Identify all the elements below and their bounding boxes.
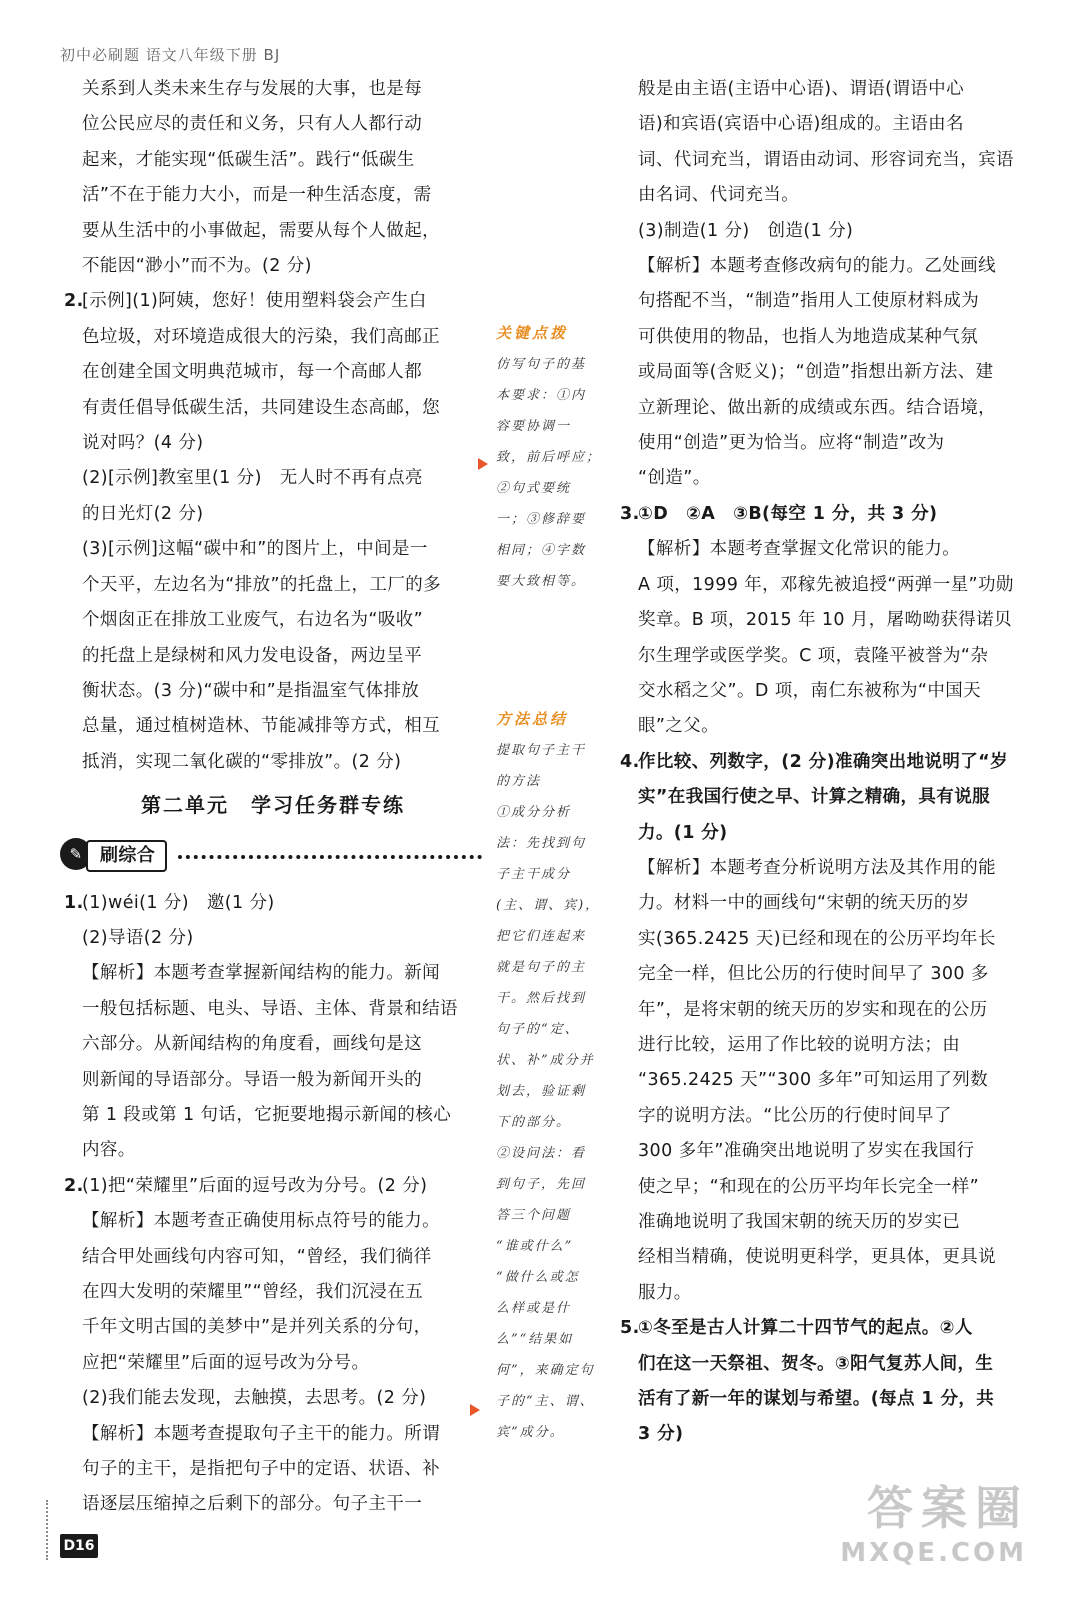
text-line: 六部分。从新闻结构的角度看，画线句是这 [82,1034,423,1055]
tip-line: 一；③修辞要 [496,512,587,527]
text-line: (2)[示例]教室里(1 分) 无人时不再有点亮 [82,468,423,489]
text-line: 由名词、代词充当。 [638,185,800,206]
text-line: (2)导语(2 分) [82,927,194,948]
text-line: 或局面等(含贬义)；“创造”指想出新方法、建 [638,362,994,383]
footer-dotted-line [46,1500,48,1560]
page-number: D16 [60,1534,98,1558]
tip-line: 的方法 [496,774,542,789]
section-title: 第二单元 学习任务群专练 [141,793,405,818]
text-line: 句搭配不当，“制造”指用人工使原材料成为 [638,291,980,312]
text-line: 们在这一天祭祖、贺冬。③阳气复苏人间，生 [638,1353,994,1374]
item-number: 2. [64,1175,84,1196]
tip-line: 到句子，先回 [496,1177,587,1192]
text-line: 2.[示例](1)阿姨，您好！使用塑料袋会产生白 [64,284,482,319]
text-line: 完全一样，但比公历的行使时间早了 300 多 [638,964,989,985]
text-line: 起来，才能实现“低碳生活”。践行“低碳生 [82,149,415,170]
text-line: A 项，1999 年，邓稼先被追授“两弹一星”功勋 [638,574,1014,595]
tip-line: 提取句子主干 [496,743,587,758]
text-line: 奖章。B 项，2015 年 10 月，屠呦呦获得诺贝 [638,610,1012,631]
text-line: 要从生活中的小事做起，需要从每个人做起， [82,220,440,241]
text-line: 一般包括标题、电头、导语、主体、背景和结语 [82,998,458,1019]
tip-line: 本要求：①内 [496,388,587,403]
text-line: (3)制造(1 分) 创造(1 分) [638,220,854,241]
text-line: 交水稻之父”。D 项，南仁东被称为“中国天 [638,680,982,701]
answer-5 [620,1311,1040,1453]
tip-line: 容要协调一 [496,419,572,434]
text-line: 个烟囱正在排放工业废气，右边名为“吸收” [82,610,424,631]
text-line: 实(365.2425 天)已经和现在的公历平均年长 [638,928,996,949]
text-line: 总量，通过植树造林、节能减排等方式，相互 [82,716,440,737]
text-line: 个天平，左边名为“排放”的托盘上，工厂的多 [82,574,442,595]
right-column [620,72,1040,1453]
text-line: 眼”之父。 [638,716,720,737]
item-number: 4. [620,751,640,772]
text-line: 词、代词充当，谓语由动词、形容词充当，宾语 [638,149,1014,170]
item-number: 1. [64,892,84,913]
text-line: 的托盘上是绿树和风力发电设备，两边呈平 [82,645,423,666]
text-line: 说对吗？(4 分) [82,433,204,454]
text-line: 尔生理学或医学奖。C 项，袁隆平被誉为“杂 [638,645,989,666]
watermark-url: MXQE.COM [840,1538,1027,1568]
text-line: 5.①冬至是古人计算二十四节气的起点。②人 [620,1311,1040,1346]
text-line: 在创建全国文明典范城市，每一个高邮人都 [82,362,423,383]
text-line: 实”在我国行使之早、计算之精确，具有说服 [638,787,990,808]
text-line: 关系到人类未来生存与发展的大事，也是每 [82,79,423,99]
text-line: 语)和宾语(宾语中心语)组成的。主语由名 [638,114,964,135]
text-line: 【解析】本题考查掌握文化常识的能力。 [638,539,961,560]
text-line: 色垃圾，对环境造成很大的污染，我们高邮正 [82,326,440,347]
left-column [64,72,482,1523]
tip-line: 子主干成分 [496,867,572,882]
tip-line: 划去，验证剩 [496,1084,587,1099]
text-line: 抵消，实现二氧化碳的“零排放”。(2 分) [82,751,402,772]
tip-line: 下的部分。 [496,1115,572,1130]
text-line: 字的说明方法。“比公历的行使时间早了 [638,1105,952,1126]
tip-line: 相同；④字数 [496,543,587,558]
section-answer-2 [64,1169,482,1523]
text-line: 则新闻的导语部分。导语一般为新闻开头的 [82,1069,423,1090]
tip-line: 何”，来确定句 [496,1363,595,1378]
text-line: 不能因“渺小”而不为。(2 分) [82,256,312,277]
tip-title: 方法总结 [496,710,569,728]
text-line: 千年文明古国的美梦中”是并列关系的分句， [82,1317,432,1338]
text-line: (3)[示例]这幅“碳中和”的图片上，中间是一 [82,539,428,560]
arrow-pointer-icon [470,1404,480,1416]
text-line: 衡状态。(3 分)“碳中和”是指温室气体排放 [82,680,420,701]
tip-line: 宾”成分。 [496,1425,565,1440]
text-line: 语逐层压缩掉之后剩下的部分。句子主干一 [82,1494,423,1515]
text-line: 第 1 段或第 1 句话，它扼要地揭示新闻的核心 [82,1104,452,1125]
text-line: 3.①D ②A ③B(每空 1 分，共 3 分) [620,497,1040,532]
item-number: 2. [64,291,84,312]
text-line: (2)我们能去发现，去触摸，去思考。(2 分) [82,1388,427,1409]
text-line: 使用“创造”更为恰当。应将“制造”改为 [638,433,945,454]
tip-line: 仿写句子的基 [496,357,587,372]
tip-line: 就是句子的主 [496,960,587,975]
text-line: 句子的主干，是指把句子中的定语、状语、补 [82,1459,440,1480]
tip-key-points [496,318,604,597]
tip-line: “做什么或怎 [496,1270,580,1285]
tip-line: “谁或什么” [496,1239,574,1254]
text-line: 位公民应尽的责任和义务，只有人人都行动 [82,114,423,135]
section-answer-1 [64,886,482,1169]
text-line: 300 多年”准确突出地说明了岁实在我国行 [638,1141,975,1162]
text-line: 内容。 [82,1140,136,1161]
tip-line: 干。然后找到 [496,991,587,1006]
text-line: 进行比较，运用了作比较的说明方法；由 [638,1034,961,1055]
item-number: 3. [620,503,640,524]
tip-line: 么样或是什 [496,1301,572,1316]
brush-banner [60,834,482,876]
text-line: 3 分) [638,1424,684,1445]
tip-line: 答三个问题 [496,1208,572,1223]
tip-line: 法：先找到句 [496,836,587,851]
watermark-logo: 答案圈 [867,1481,1029,1535]
brush-icon: ✎ [60,838,92,870]
text-line: 有责任倡导低碳生活，共同建设生态高邮，您 [82,397,440,418]
tip-line: 子的“主、谓、 [496,1394,595,1409]
item-number: 5. [620,1318,640,1339]
text-line: 【解析】本题考查分析说明方法及其作用的能 [638,857,996,878]
tip-line: 状、补”成分并 [496,1053,595,1068]
arrow-pointer-icon [478,458,488,470]
text-line: 准确地说明了我国宋朝的统天历的岁实已 [638,1212,961,1232]
tip-line: 么”“结果如 [496,1332,574,1347]
tip-title: 关键点拨 [496,324,569,342]
continued-answer [620,72,1040,497]
tip-line: ①成分分析 [496,805,572,820]
text-line: 活有了新一年的谋划与希望。(每点 1 分，共 [638,1389,995,1410]
text-line: 【解析】本题考查掌握新闻结构的能力。新闻 [82,963,440,984]
text-line: 力。(1 分) [638,822,728,843]
text-line: 可供使用的物品，也指人为地造成某种气氛 [638,326,979,347]
answer-3 [620,497,1040,745]
tip-line: 要大致相等。 [496,574,587,589]
text-line: 的日光灯(2 分) [82,503,204,524]
text-line: 使之早；“和现在的公历平均年长完全一样” [638,1176,980,1197]
tip-line: 把它们连起来 [496,929,587,944]
text-line: 【解析】本题考查修改病句的能力。乙处画线 [638,256,996,277]
text-line: 2.(1)把“荣耀里”后面的逗号改为分号。(2 分) [64,1169,482,1204]
dotted-divider [178,855,482,859]
text-line: 【解析】本题考查提取句子主干的能力。所谓 [82,1423,440,1444]
text-line: 1.(1)wéi(1 分) 邀(1 分) [64,886,482,921]
answer-4 [620,745,1040,1312]
text-line: 经相当精确，使说明更科学，更具体，更具说 [638,1247,996,1268]
text-line: 应把“荣耀里”后面的逗号改为分号。 [82,1352,370,1373]
text-line: 活”不在于能力大小，而是一种生活态度，需 [82,185,432,206]
text-line: 力。材料一中的画线句“宋朝的统天历的岁 [638,893,970,914]
text-line: 年”，是将宋朝的统天历的岁实和现在的公历 [638,999,988,1020]
answer-2 [64,284,482,780]
text-line: “365.2425 天”“300 多年”可知运用了列数 [638,1070,989,1091]
text-line: 在四大发明的荣耀里”“曾经，我们沉浸在五 [82,1282,424,1302]
tip-line: ②句式要统 [496,481,572,496]
text-line: “创造”。 [638,468,711,489]
tip-line: (主、谓、宾)， [496,898,601,913]
text-line: 服力。 [638,1282,692,1303]
text-line: 结合甲处画线句内容可知，“曾经，我们徜徉 [82,1246,432,1267]
tip-line: ②设问法：看 [496,1146,587,1161]
intro-paragraph [64,72,482,284]
brush-label: 刷综合 [86,840,167,872]
tip-line: 句子的“定、 [496,1022,580,1037]
tip-method-summary [496,704,604,1448]
text-line: 般是由主语(主语中心语)、谓语(谓语中心 [638,79,964,99]
tip-line: 致，前后呼应； [496,450,602,465]
text-line: 【解析】本题考查正确使用标点符号的能力。 [82,1211,440,1232]
text-line: 4.作比较、列数字，(2 分)准确突出地说明了“岁 [620,745,1040,780]
text-line: 立新理论、做出新的成绩或东西。结合语境， [638,397,996,418]
page-header: 初中必刷题 语文八年级下册 BJ [60,46,281,64]
